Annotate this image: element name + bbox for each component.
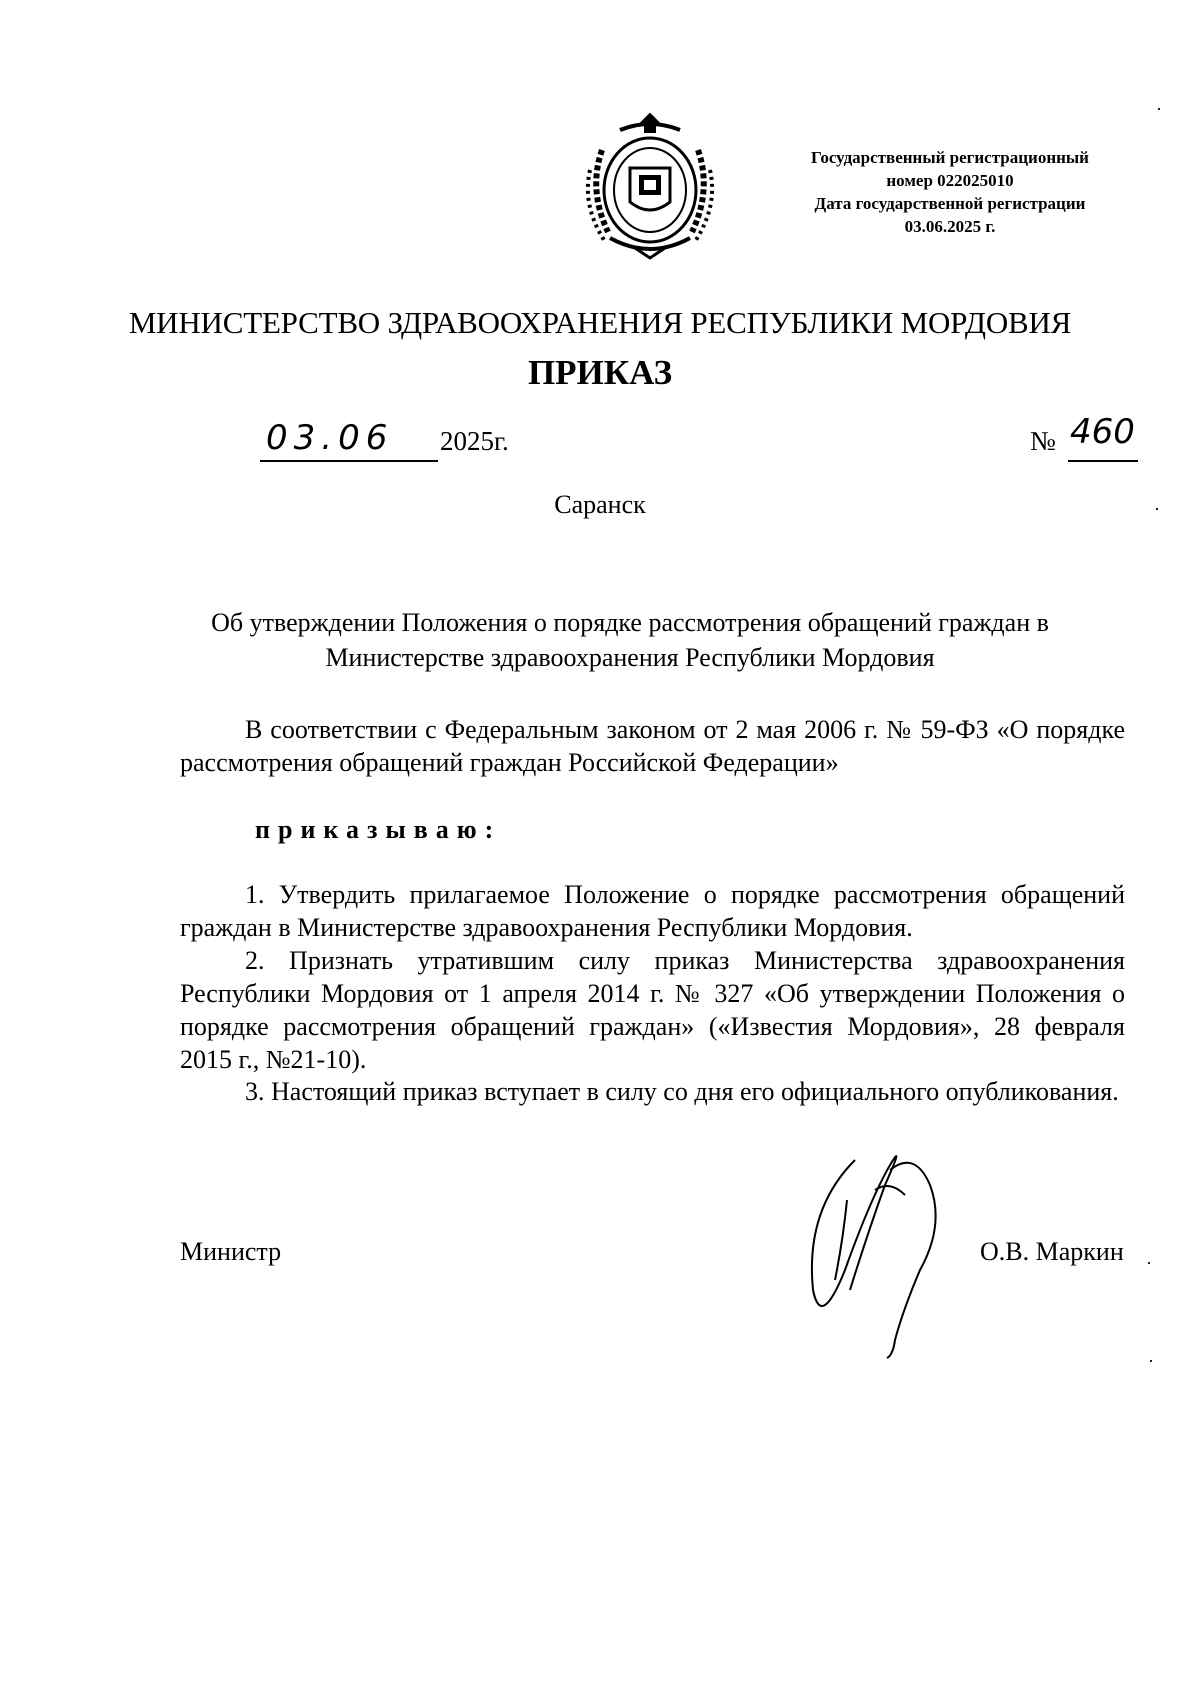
city: Саранск — [554, 490, 646, 519]
republic-of-mordovia-emblem-icon — [580, 110, 720, 260]
decree-word: приказываю: — [255, 815, 502, 844]
number-underline — [1068, 460, 1138, 462]
handwritten-signature — [795, 1140, 975, 1360]
registration-date: 03.06.2025 г. — [904, 217, 996, 236]
handwritten-date: 03.06 — [266, 418, 394, 458]
registration-line-1: Государственный регистрационный — [811, 148, 1089, 167]
scan-speck — [1150, 1360, 1152, 1362]
ministry-name: МИНИСТЕРСТВО ЗДРАВООХРАНЕНИЯ РЕСПУБЛИКИ МОРДОВИЯ — [128, 305, 1072, 340]
signatory-role: Министр — [180, 1237, 282, 1266]
order-item-1: 1. Утвердить прилагаемое Положение о порядке рассмотрения обращений граждан в Министерстве здравоохранения Республики Мордовия. — [180, 880, 1125, 942]
number-sign: № — [1030, 426, 1056, 456]
order-date — [260, 418, 640, 468]
registration-stamp — [760, 146, 1140, 238]
scan-speck — [1158, 108, 1160, 110]
document-type: ПРИКАЗ — [527, 353, 673, 392]
order-item-3: 3. Настоящий приказ вступает в силу со дня его официального опубликования. — [245, 1077, 1119, 1106]
order-item-2: 2. Признать утратившим силу приказ Министерства здравоохранения Республики Мордовия от 1 апреля 2014 г. № 327 «Об утверждении Положения о порядке рассмотрения обращений граждан» («Известия Мордовия», 28 февраля 2015 г., №21-10). — [180, 946, 1125, 1074]
order-title: Об утверждении Положения о порядке рассмотрения обращений граждан в Министерстве здравоохранения Республики Мордовия — [211, 608, 1049, 672]
date-year: 2025г. — [440, 426, 509, 456]
registration-number: номер 022025010 — [886, 171, 1014, 190]
date-underline — [260, 460, 438, 462]
handwritten-number: 460 — [1070, 412, 1135, 452]
legal-basis-paragraph: В соответствии с Федеральным законом от 2 мая 2006 г. № 59-ФЗ «О порядке рассмотрения обращений граждан Российской Федерации» — [180, 715, 1125, 777]
scan-speck — [1156, 508, 1158, 510]
registration-line-3: Дата государственной регистрации — [814, 194, 1086, 213]
signatory-name: О.В. Маркин — [980, 1237, 1124, 1266]
order-number — [1030, 412, 1170, 470]
scan-speck — [1148, 1262, 1150, 1264]
